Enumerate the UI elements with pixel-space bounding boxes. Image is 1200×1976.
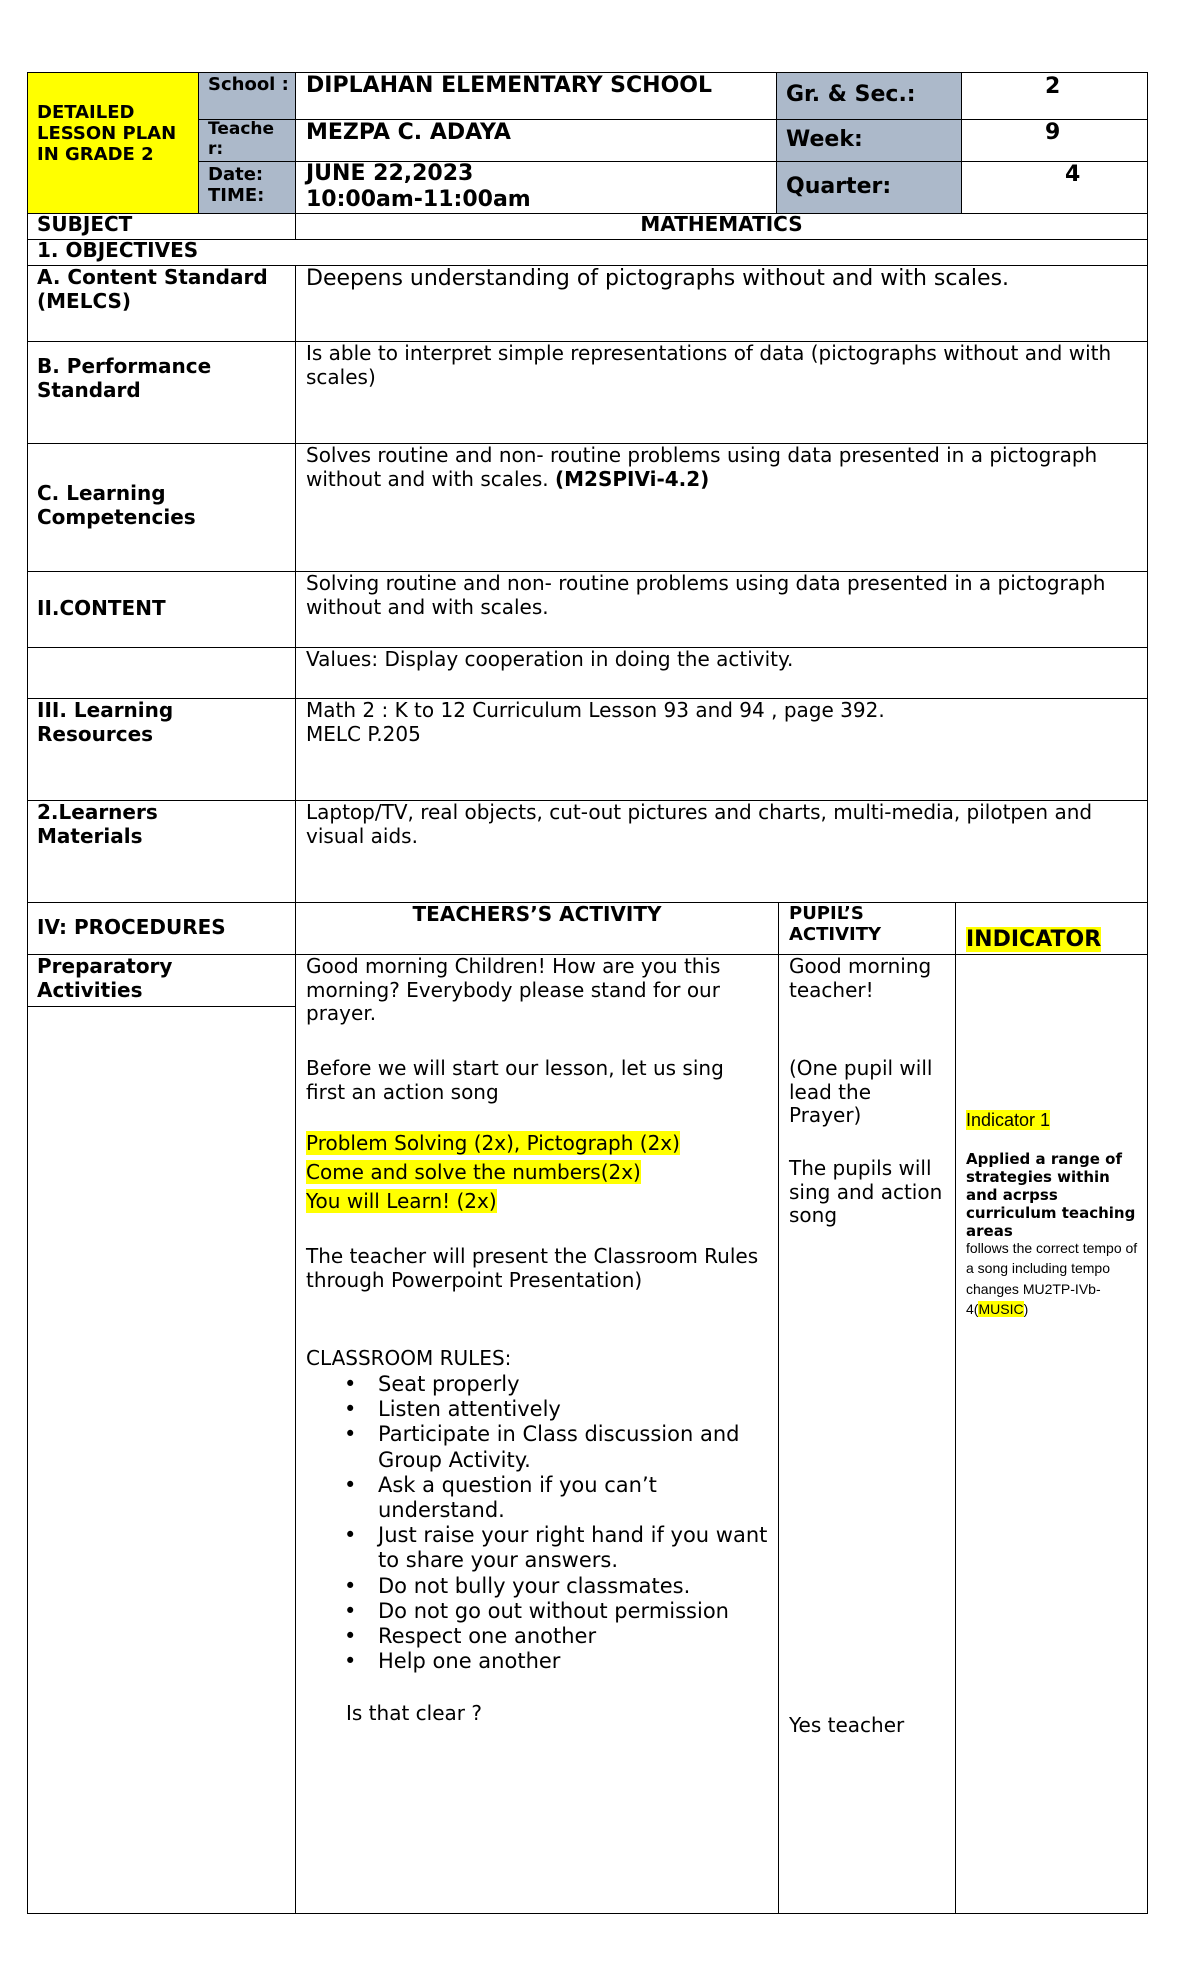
rule-item: • Respect one another [306,1624,768,1649]
rule-item: • Do not go out without permission [306,1599,768,1624]
classroom-rules-list [306,1372,768,1674]
week-value: 9 [1045,120,1061,145]
performance-label: B. Performance Standard [37,354,212,402]
indicator-desc: Applied a range of strategies within and acrpss curriculum teaching areas [966,1150,1136,1240]
content-value: Solving routine and non- routine problems using data presented in a pictograph without and with scales. [306,571,1106,619]
rule-item: • Participate in Class discussion and Group Activity. [306,1422,768,1472]
competency-code: (M2SPIVi-4.2) [555,466,710,491]
prep-label: Preparatory Activities [37,954,173,1002]
subject-value: MATHEMATICS [640,212,803,236]
rule-item: • Help one another [306,1649,768,1674]
rules-heading: CLASSROOM RULES: [306,1346,512,1370]
song-line-3 [306,1190,497,1214]
rule-item: • Seat properly [306,1372,768,1397]
teacher-activity-header: TEACHERS’S ACTIVITY [412,902,662,926]
rule-item: • Listen attentively [306,1397,768,1422]
indicator-music [966,1238,1141,1319]
week-label: Week: [786,127,863,152]
competency-value: Solves routine and non- routine problems using data presented in a pictograph without and with scales. [306,443,1098,491]
indicator-title-text: Indicator 1 [966,1110,1051,1130]
indicator-header-text: INDICATOR [966,927,1102,952]
closing-question: Is that clear ? [346,1701,482,1725]
indicator-music-close: ) [1023,1300,1029,1317]
grade-value: 2 [1045,74,1061,99]
teacher-song-intro: Before we will start our lesson, let us sing first an action song [306,1056,724,1104]
materials-label: 2.Learners Materials [37,800,158,848]
content-label: II.CONTENT [37,596,166,620]
indicator-cell [955,954,1148,1914]
teacher-label: Teache r: [208,119,275,160]
quarter-value-cell [961,161,1148,214]
teacher-greeting: Good morning Children! How are you this morning? Everybody please stand for our prayer. [306,954,721,1026]
content-standard-value: Deepens understanding of pictographs without and with scales. [306,266,1010,291]
song-line-1-text: Problem Solving (2x), Pictograph (2x) [306,1131,680,1155]
rule-item: • Ask a question if you can’t understand. [306,1473,768,1523]
rule-item: • Do not bully your classmates. [306,1574,768,1599]
date-label: Date: TIME: [208,164,265,207]
indicator-header [966,927,1101,953]
school-label: School : [208,74,289,95]
competency-value-block [306,444,1136,491]
song-line-2-text: Come and solve the numbers(2x) [306,1160,641,1184]
subject-label: SUBJECT [37,212,133,236]
teacher-value: MEZPA C. ADAYA [306,120,511,145]
objectives-heading: 1. OBJECTIVES [37,238,199,262]
song-line-1 [306,1132,680,1156]
rules-intro: The teacher will present the Classroom Rules through Powerpoint Presentation) [306,1244,759,1292]
date-value: JUNE 22,2023 10:00am-11:00am [306,161,531,212]
quarter-label: Quarter: [786,174,892,199]
rule-item: • Just raise your right hand if you want to share your answers. [306,1523,768,1573]
resources-label: III. Learning Resources [37,698,174,746]
indicator-music-tag: MUSIC [978,1300,1024,1317]
plan-title: DETAILED LESSON PLAN IN GRADE 2 [37,102,177,166]
pupil-answer: Yes teacher [789,1713,905,1737]
values-empty-cell [27,647,296,699]
values-text: Values: Display cooperation in doing the activity. [306,647,794,671]
quarter-value: 4 [1065,162,1081,187]
indicator-music-text: follows the correct tempo of a song including tempo changes MU2TP-IVb-4( [966,1240,1138,1317]
content-standard-label: A. Content Standard (MELCS) [37,265,268,313]
pupil-activity-header: PUPIL’S ACTIVITY [789,903,882,946]
indicator-title [966,1110,1050,1131]
pupil-song: The pupils will sing and action song [789,1156,943,1228]
materials-value: Laptop/TV, real objects, cut-out pictures and charts, multi-media, pilotpen and visual aids. [306,800,1093,848]
procedures-label: IV: PROCEDURES [37,915,226,939]
song-line-2 [306,1161,641,1185]
song-line-3-text: You will Learn! (2x) [306,1189,497,1213]
grade-label: Gr. & Sec.: [786,82,916,107]
performance-value: Is able to interpret simple representations of data (pictographs without and with scales) [306,341,1112,389]
competency-label: C. Learning Competencies [37,481,196,529]
pupil-prayer: (One pupil will lead the Prayer) [789,1056,933,1128]
prep-empty-cell [27,1006,296,1914]
resources-value: Math 2 : K to 12 Curriculum Lesson 93 and 94 , page 392. MELC P.205 [306,698,885,746]
pupil-greeting: Good morning teacher! [789,954,932,1002]
school-value: DIPLAHAN ELEMENTARY SCHOOL [306,73,713,98]
